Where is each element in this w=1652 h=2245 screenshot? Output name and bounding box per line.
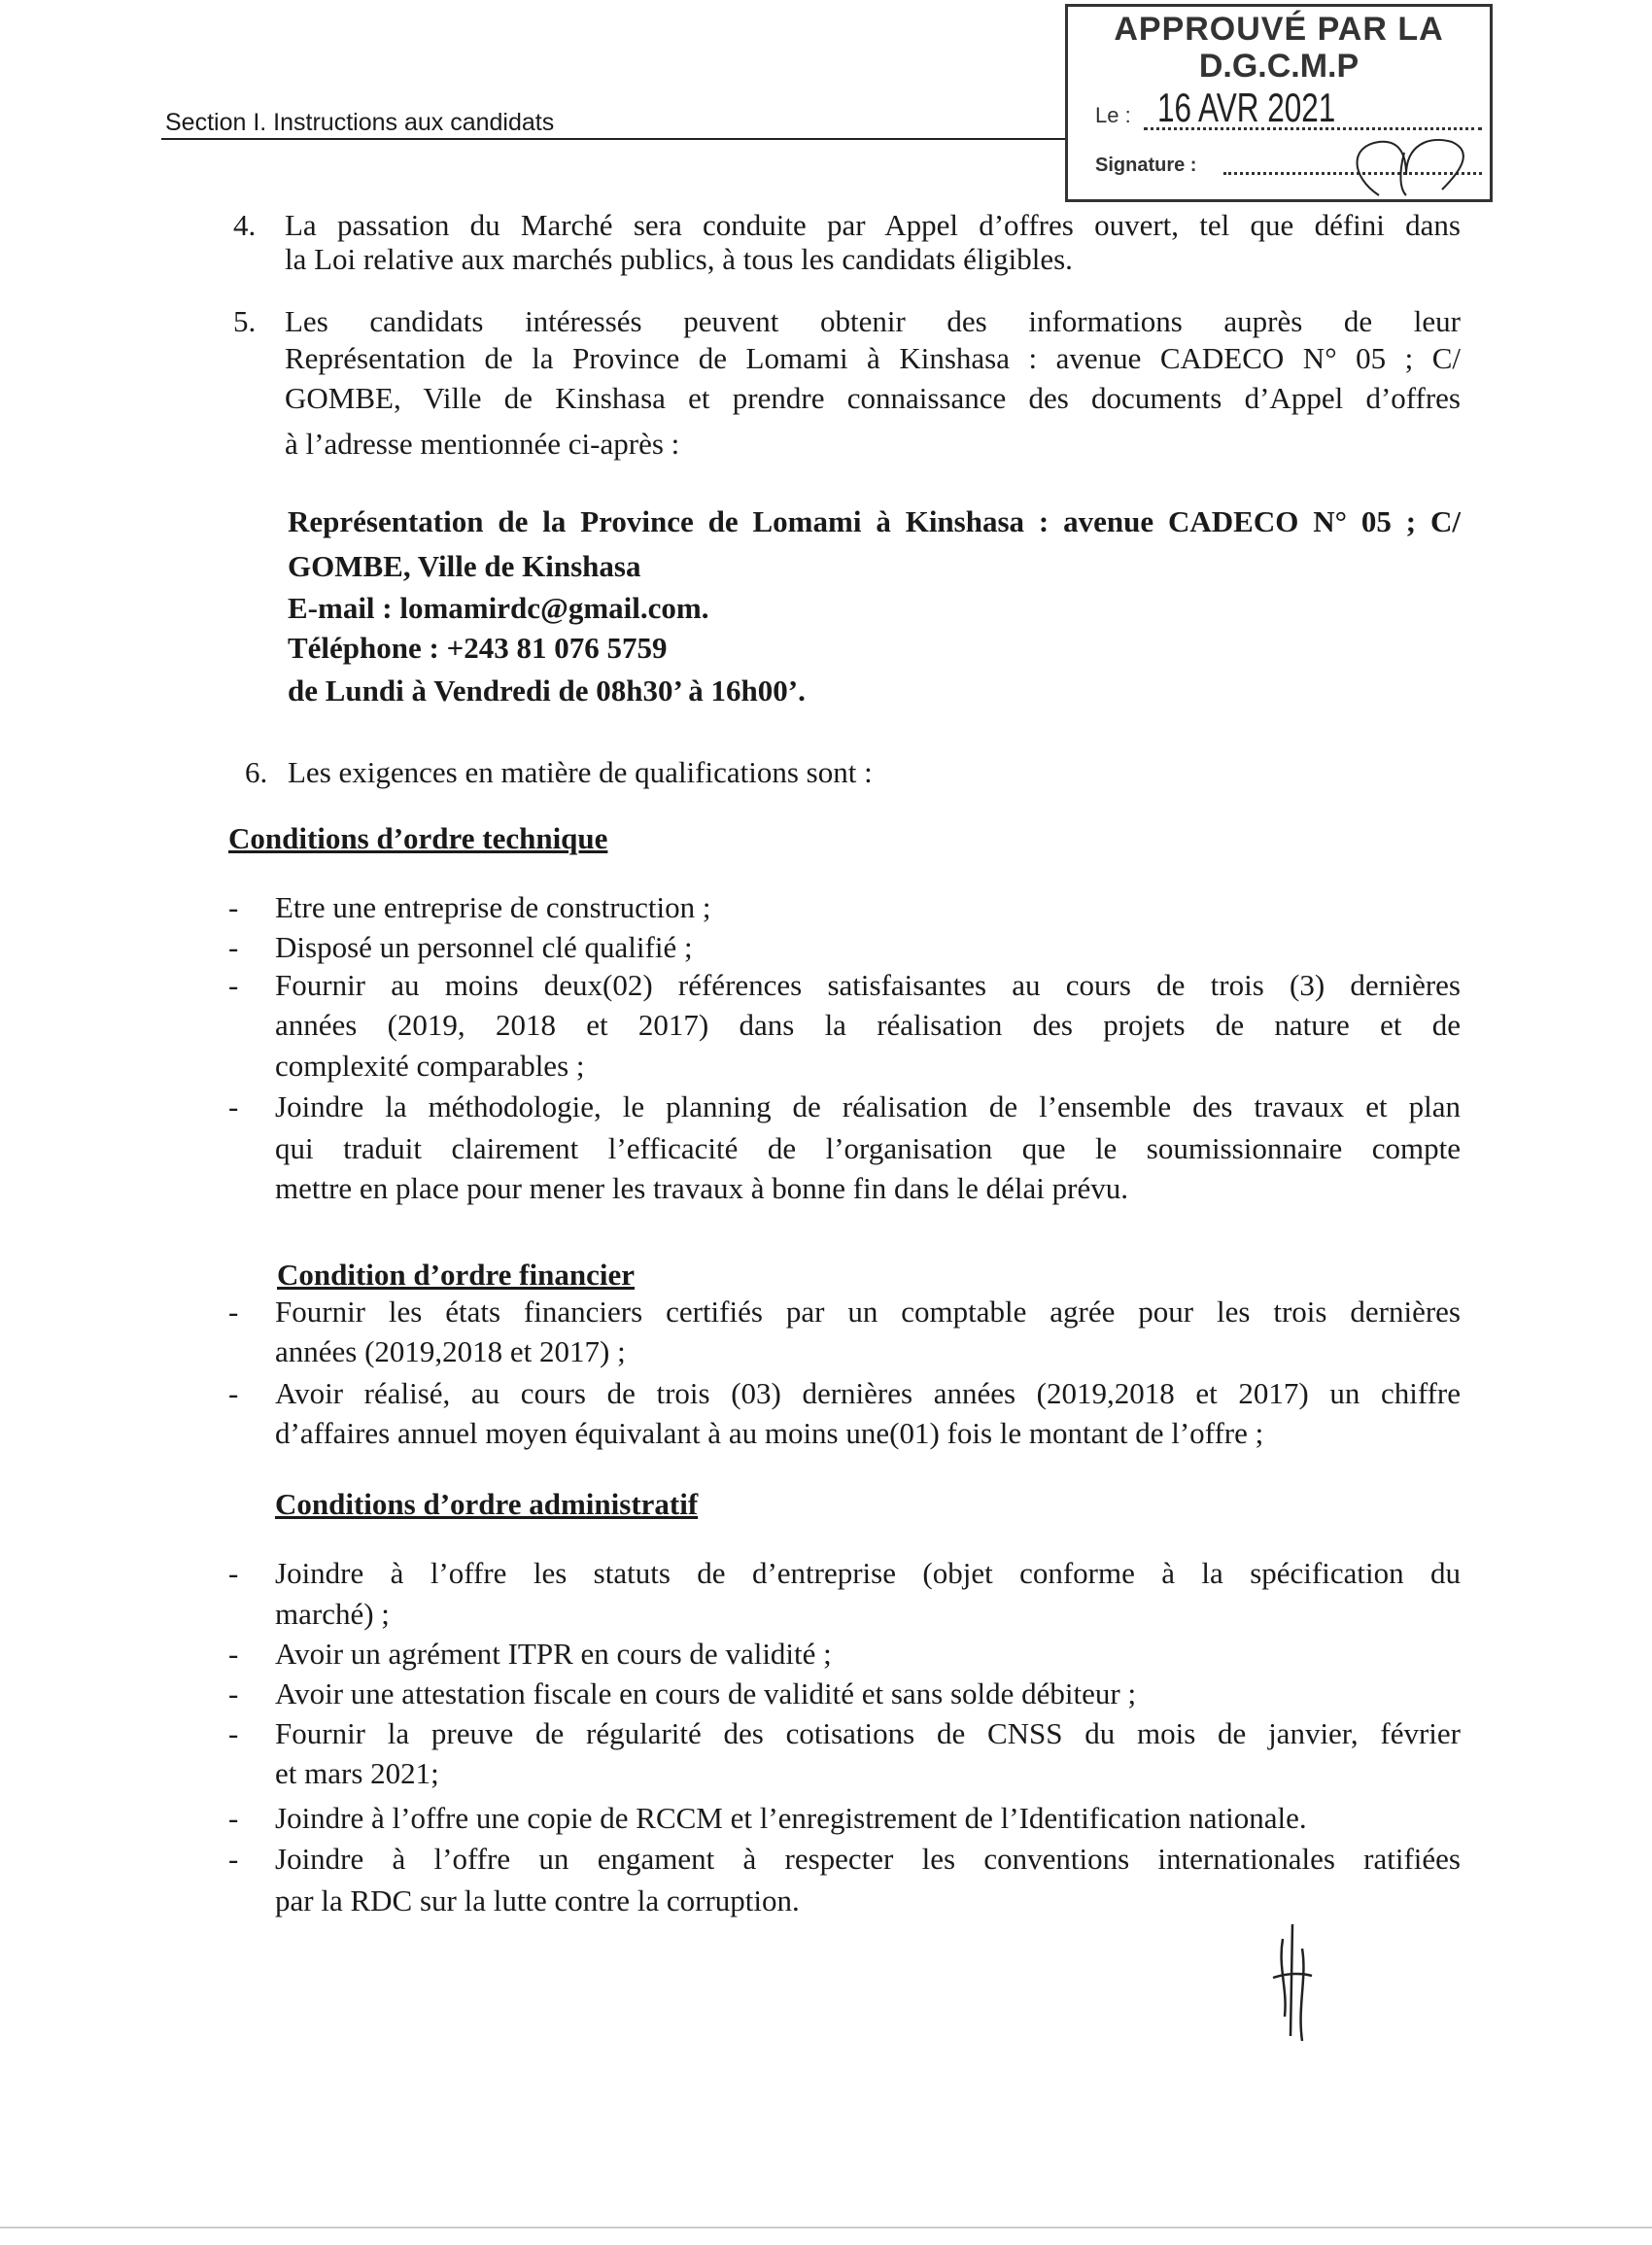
address-line: Représentation de la Province de Lomami à Kinshasa : avenue CADECO N° 05 ; C/ xyxy=(288,504,1461,538)
bullet-dash: - xyxy=(228,1089,239,1123)
bullet-dash: - xyxy=(228,1376,239,1410)
stamp-signature-icon xyxy=(1340,131,1486,197)
item5-line: Les candidats intéressés peuvent obtenir des informations auprès de leur xyxy=(285,304,1461,338)
item5-line: à l’adresse mentionnée ci-après : xyxy=(285,427,680,461)
page-bottom-edge xyxy=(0,2227,1652,2228)
bullet-line: Disposé un personnel clé qualifié ; xyxy=(275,930,693,964)
item5-line: Représentation de la Province de Lomami à Kinshasa : avenue CADECO N° 05 ; C/ xyxy=(285,341,1461,375)
bullet-dash: - xyxy=(228,1676,239,1710)
item-number: 6. xyxy=(245,755,268,789)
bullet-line: mettre en place pour mener les travaux à bonne fin dans le délai prévu. xyxy=(275,1171,1128,1205)
technique-title: Conditions d’ordre technique xyxy=(228,821,608,855)
bullet-dash: - xyxy=(228,1295,239,1329)
bullet-line: et mars 2021; xyxy=(275,1756,439,1790)
bullet-line: Etre une entreprise de construction ; xyxy=(275,890,711,924)
bullet-dash: - xyxy=(228,890,239,924)
bullet-line: années (2019, 2018 et 2017) dans la réalisation des projets de nature et de xyxy=(275,1008,1461,1042)
bullet-dash: - xyxy=(228,1637,239,1671)
item5-line: GOMBE, Ville de Kinshasa et prendre connaissance des documents d’Appel d’offres xyxy=(285,381,1461,415)
bullet-dash: - xyxy=(228,968,239,1002)
opening-hours: de Lundi à Vendredi de 08h30’ à 16h00’. xyxy=(288,674,806,708)
bullet-dash: - xyxy=(228,1556,239,1590)
bullet-dash: - xyxy=(228,1842,239,1876)
bullet-line: Avoir réalisé, au cours de trois (03) dernières années (2019,2018 et 2017) un chiffre xyxy=(275,1376,1461,1410)
bullet-line: Avoir une attestation fiscale en cours de validité et sans solde débiteur ; xyxy=(275,1676,1137,1710)
item4-line: la Loi relative aux marchés publics, à tous les candidats éligibles. xyxy=(285,242,1073,276)
bullet-dash: - xyxy=(228,1716,239,1750)
approval-stamp xyxy=(1065,4,1493,202)
bullet-line: Joindre à l’offre une copie de RCCM et l’enregistrement de l’Identification nationale. xyxy=(275,1801,1307,1835)
bullet-line: complexité comparables ; xyxy=(275,1049,585,1083)
administratif-title: Conditions d’ordre administratif xyxy=(275,1487,699,1521)
address-line: GOMBE, Ville de Kinshasa xyxy=(288,549,641,583)
item-number: 5. xyxy=(233,304,257,338)
bullet-line: d’affaires annuel moyen équivalant à au moins une(01) fois le montant de l’offre ; xyxy=(275,1416,1264,1450)
stamp-line2: D.G.C.M.P xyxy=(1198,48,1359,85)
bullet-dash: - xyxy=(228,930,239,964)
item6-text: Les exigences en matière de qualifications sont : xyxy=(288,755,873,789)
telephone: Téléphone : +243 81 076 5759 xyxy=(288,631,668,665)
bullet-dash: - xyxy=(228,1801,239,1835)
bullet-line: Fournir les états financiers certifiés par un comptable agrée pour les trois dernières xyxy=(275,1295,1461,1329)
section-header: Section I. Instructions aux candidats xyxy=(165,109,555,136)
bullet-line: Joindre la méthodologie, le planning de réalisation de l’ensemble des travaux et plan xyxy=(275,1089,1461,1123)
bullet-line: Fournir au moins deux(02) références satisfaisantes au cours de trois (3) dernières xyxy=(275,968,1461,1002)
stamp-dotted-line xyxy=(1144,127,1482,130)
stamp-date-label: Le : xyxy=(1095,103,1131,127)
bullet-line: par la RDC sur la lutte contre la corruption. xyxy=(275,1883,800,1917)
bullet-line: années (2019,2018 et 2017) ; xyxy=(275,1334,626,1368)
email: E-mail : lomamirdc@gmail.com. xyxy=(288,591,709,625)
bullet-line: qui traduit clairement l’efficacité de l’organisation que le soumissionnaire compte xyxy=(275,1131,1461,1165)
bullet-line: Joindre à l’offre un engament à respecter les conventions internationales ratifiées xyxy=(275,1842,1461,1876)
stamp-line1: APPROUVÉ PAR LA xyxy=(1114,11,1444,48)
item4-line: La passation du Marché sera conduite par Appel d’offres ouvert, tel que défini dans xyxy=(285,208,1461,242)
bullet-line: Avoir un agrément ITPR en cours de validité ; xyxy=(275,1637,832,1671)
stamp-signature-label: Signature : xyxy=(1095,155,1197,176)
financier-title: Condition d’ordre financier xyxy=(277,1258,635,1292)
bullet-line: marché) ; xyxy=(275,1597,390,1631)
bullet-line: Fournir la preuve de régularité des cotisations de CNSS du mois de janvier, février xyxy=(275,1716,1461,1750)
item-number: 4. xyxy=(233,208,257,242)
stamp-date: 16 AVR 2021 xyxy=(1157,85,1336,130)
initials-signature-icon xyxy=(1263,1919,1322,2046)
bullet-line: Joindre à l’offre les statuts de d’entreprise (objet conforme à la spécification du xyxy=(275,1556,1461,1590)
